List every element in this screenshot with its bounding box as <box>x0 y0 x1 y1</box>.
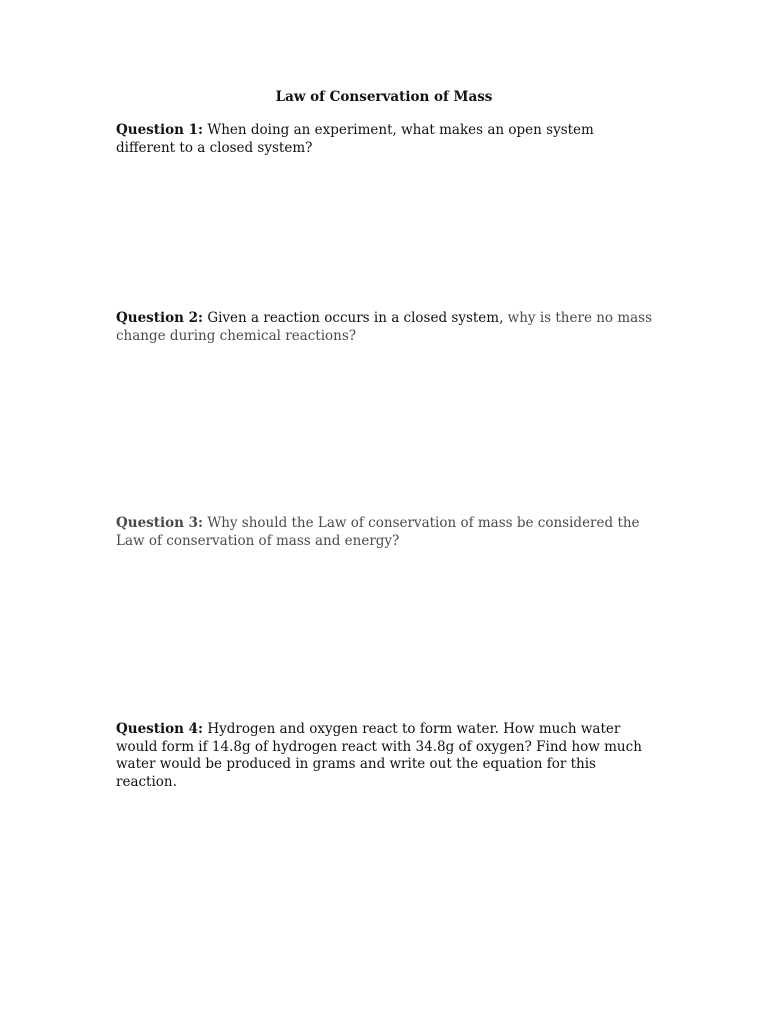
question-3-text: Why should the Law of conservation of mass be considered the Law of conservation of mass and energy? <box>116 515 640 549</box>
question-4-label: Question 4: <box>116 721 204 737</box>
question-2-text-part1: Given a reaction occurs in a closed system, <box>203 310 508 326</box>
question-2-text-part2: why is there no mass change during chemical reactions? <box>116 310 653 344</box>
page-title: Law of Conservation of Mass <box>275 89 493 105</box>
question-2-label: Question 2: <box>116 310 204 326</box>
question-4-text: Hydrogen and oxygen react to form water. How much water would form if 14.8g of hydrogen react with 34.8g of oxygen? Find how much water would be produced in grams and write out the equation for this reaction. <box>116 721 642 790</box>
question-1-text: When doing an experiment, what makes an open system different to a closed system? <box>116 122 594 156</box>
question-1 <box>116 122 656 157</box>
question-1-label: Question 1: <box>116 122 204 138</box>
question-4 <box>116 721 656 791</box>
question-2 <box>116 310 656 345</box>
question-3-label: Question 3: <box>116 515 204 531</box>
question-3 <box>116 515 656 550</box>
